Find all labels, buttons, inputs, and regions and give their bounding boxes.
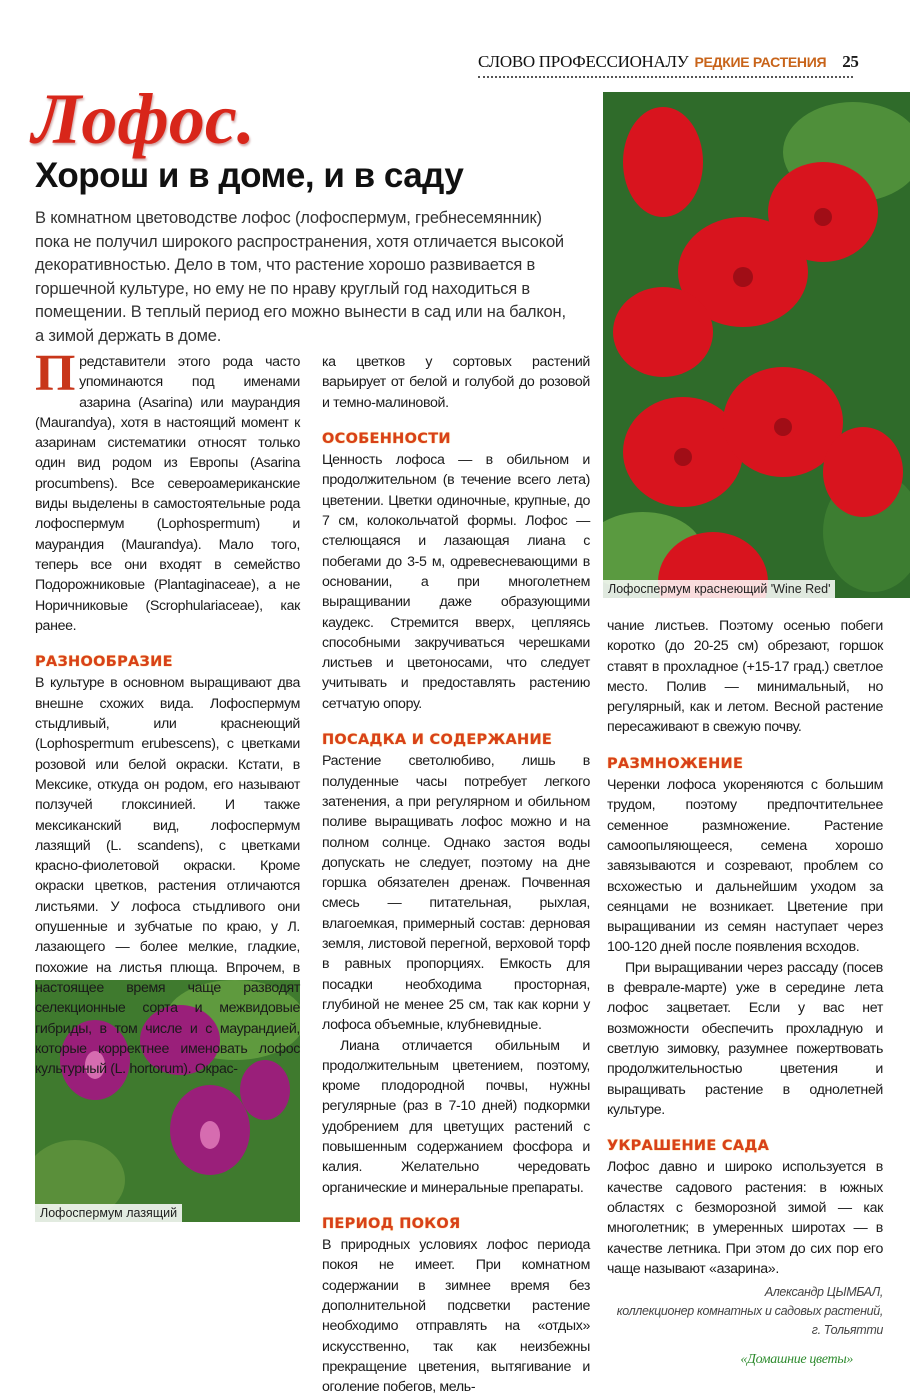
paragraph: чание листьев. Поэтому осенью побеги коротко (до 20-25 см) обрезают, горшок ставят в прохладное (+15-17 град.) светлое место. Полив — минимальный, но регулярный, как и летом. Весной растение пересаживают в свежую почву. <box>607 618 883 736</box>
heading-planting: ПОСАДКА И СОДЕРЖАНИЕ <box>322 732 553 749</box>
page-number: 25 <box>842 52 859 71</box>
section-label: СЛОВО ПРОФЕССИОНАЛУ <box>478 52 689 71</box>
source-credit: «Домашние цветы» <box>740 1352 853 1368</box>
photo-red-lophospermum <box>603 92 910 598</box>
heading-garden: УКРАШЕНИЕ САДА <box>607 1138 770 1155</box>
author-role: коллекционер комнатных и садовых растений, <box>616 1304 883 1319</box>
author-name: Александр ЦЫМБАЛ, <box>764 1285 883 1300</box>
header-divider <box>478 76 853 78</box>
column-1 <box>35 345 300 1079</box>
drop-cap: П <box>35 345 76 402</box>
variety-paragraph: В культуре в основном выращивают два внешне схожих вида. Лофоспермум стыдливый, или краснеющий (Lophospermum erubescens), с цветками розовой или белой окраски. Кстати, в Мексике, откуда он родом, его называют ползучей глоксинией. И также мексиканский вид, лофоспермум лазящий (L. scandens), с цветками красно-фиолетовой окраски. Кроме окраски цветков, растения отличаются листьями. У лофоса стыдливого они опушенные и зубчатые по краю, у Л. лазающего — более мелкие, гладкие, похожие на листья плюща. Впрочем, в настоящее время чаще разводят селекционные сорта и межвидовые гибриды, в том числе и с маурандией, которые корректнее именовать лофос культурный (L. hortorum). Окрас- <box>35 675 300 1078</box>
heading-propagation: РАЗМНОЖЕНИЕ <box>607 755 744 772</box>
lead-paragraph: В комнатном цветоводстве лофос (лофоспермум, гребнесемянник) пока не получил широкого распространения, хотя отличается высокой декоративностью. Дело в том, что растение хорошо развивается в горшечной культуре, но ему не по нраву круглый год находиться в помещении. В теплый период его можно вынести в сад или на балкон, а зимой держать в доме. <box>35 209 566 345</box>
heading-variety: РАЗНООБРАЗИЕ <box>35 654 173 671</box>
intro-text: редставители этого рода часто упоминаются под именами азарина (Asarina) или маурандия (Maurandya), хотя в настоящий момент к азаринам систематики относят только один вид родом из Европы (Asarina procumbens). Все североамериканские виды выделены в самостоятельные рода лофоспермум (Lophospermum) и маурандия (Maurandya). Мало того, теперь все они входят в семейство Подорожниковые (Plantaginaceae), а не Норичниковые (Scrophulariaceae), как ранее. <box>35 354 300 634</box>
intro-paragraph <box>35 345 300 636</box>
paragraph: При выращивании через рассаду (посев в феврале-марте) уже в середине лета лофос зацветает. Если у вас нет возможности обеспечить прохладную и светлую зимовку, разумнее пожертвовать продолжительностью цветения и выращивать растение в однолетней культуре. <box>607 959 883 1118</box>
author-city: г. Тольятти <box>811 1323 883 1338</box>
photo-caption: Лофоспермум лазящий <box>35 1204 182 1222</box>
article-subtitle: Хорош и в доме, и в саду <box>35 156 464 195</box>
rubric-label: РЕДКИЕ РАСТЕНИЯ <box>694 54 827 70</box>
paragraph: Черенки лофоса укореняются с большим трудом, поэтому предпочтительнее семенное размножение. Растение самоопыляющееся, семена хорошо завязываются и созревают, проблем со всхожестью и дальнейшим уходом за сеянцами не возникает. Цветение при выращивании из семян наступает через 100-120 дней после появления всходов. <box>607 777 883 956</box>
page-header <box>478 52 859 72</box>
column-2 <box>322 352 590 1398</box>
heading-features: ОСОБЕННОСТИ <box>322 430 451 447</box>
column-3 <box>607 616 883 1371</box>
photo-caption: Лофоспермум краснеющий 'Wine Red' <box>603 580 835 598</box>
article-title: Лофос. <box>32 79 255 159</box>
author-signature <box>607 1283 883 1340</box>
paragraph: В природных условиях лофос периода покоя не имеет. При комнатном содержании в зимнее время без дополнительной подсветки растение необходимо отправлять на «отдых» искусственно, так как неизбежны прекращение цветения, вытягивание и оголение побегов, мель- <box>322 1237 590 1396</box>
heading-dormancy: ПЕРИОД ПОКОЯ <box>322 1215 461 1232</box>
paragraph: Ценность лофоса — в обильном и продолжительном (в течение всего лета) цветении. Цветки одиночные, крупные, до 7 см, колокольчатой формы. Лофос — стелющаяся и лазающая лиана с побегами до 3-5 м, одревесневающими в основании, а при многолетнем выращивании даже образующими каудекс. Стремится вверх, цепляясь способными закручиваться черешками листьев и цветоносами, что следует учитывать и предоставлять растению сетчатую опору. <box>322 452 590 712</box>
paragraph: Лофос давно и широко используется в качестве садового растения: в южных областях с безморозной зимой — как многолетник; в умеренных широтах — в качестве летника. При этом до сих пор его чаще называют «азарина». <box>607 1159 883 1277</box>
paragraph: Лиана отличается обильным и продолжительным цветением, поэтому, кроме плодородной почвы, нужны регулярные (раз в 7-10 дней) подкормки удобрением для цветущих растений с повышенным содержанием фосфора и калия. Желательно чередовать органические и минеральные препараты. <box>322 1037 590 1196</box>
paragraph: ка цветков у сортовых растений варьирует от белой и голубой до розовой и темно-малиновой. <box>322 354 590 411</box>
paragraph: Растение светолюбиво, лишь в полуденные часы потребует легкого затенения, а при регулярном и обильном поливе выращивать лофос можно и на полном солнце. Однако застоя воды допускать не следует, поэтому на дне горшка обязателен дренаж. Почвенная смесь — питательная, рыхлая, влагоемкая, примерный состав: дерновая земля, листовой перегной, верховой торф в равных пропорциях. Емкость для посадки необходима просторная, глубиной не менее 25 см, так как корни у лофоса объемные, клубневидные. <box>322 753 590 1034</box>
red-flowers-image <box>603 92 910 598</box>
